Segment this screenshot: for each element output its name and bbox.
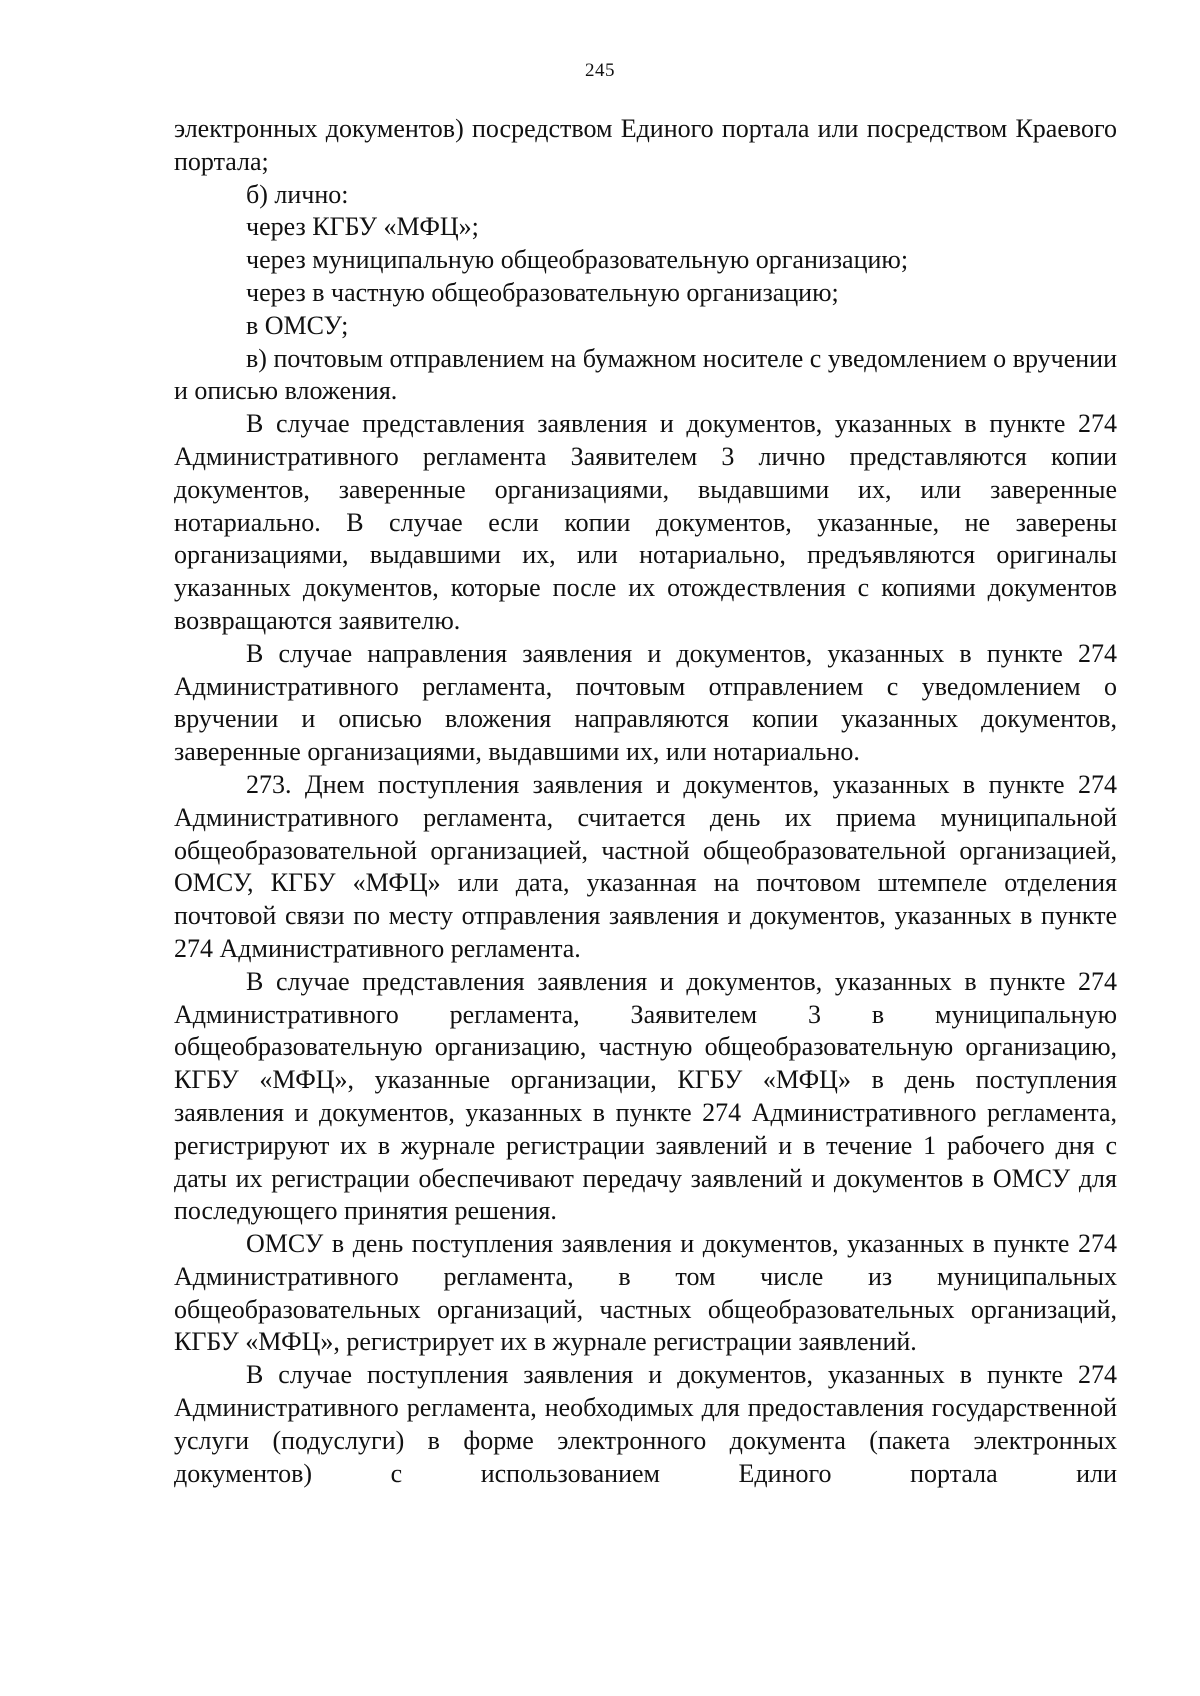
paragraph-postal-copies: В случае направления заявления и документов, указанных в пункте 274 Административного регламента, почтовым отправлением с уведомлением о вручении и описью вложения направляются копии указанных документов, заверенные организациями, выдавшими их, или нотариально. bbox=[174, 638, 1117, 767]
paragraph-postal: в) почтовым отправлением на бумажном носителе с уведомлением о вручении и описью вложения. bbox=[174, 343, 1117, 406]
paragraph-in-person-copies: В случае представления заявления и документов, указанных в пункте 274 Административного регламента Заявителем 3 лично представляются копии документов, заверенные организациями, выдавшими их, или заверенные нотариально. В случае если копии документов, указанные, не заверены организациями, выдавшими их, или нотариально, предъявляются оригиналы указанных документов, которые после их отождествления с копиями документов возвращаются заявителю. bbox=[174, 409, 1117, 635]
document-body bbox=[174, 113, 1117, 1490]
paragraph-continuation: электронных документов) посредством Единого портала или посредством Краевого портала; bbox=[174, 114, 1117, 176]
paragraph-omsu-registration: ОМСУ в день поступления заявления и документов, указанных в пункте 274 Административного регламента, в том числе из муниципальных общеобразовательных организаций, частных общеобразовательных организаций, КГБУ «МФЦ», регистрирует их в журнале регистрации заявлений. bbox=[174, 1229, 1117, 1357]
list-item-omsu: в ОМСУ; bbox=[246, 310, 349, 340]
list-item-mfc: через КГБУ «МФЦ»; bbox=[246, 212, 479, 242]
page-number: 245 bbox=[585, 60, 615, 81]
list-item-in-person: б) лично: bbox=[246, 179, 349, 209]
list-item-private-school: через в частную общеобразовательную организацию; bbox=[246, 277, 839, 307]
paragraph-273: 273. Днем поступления заявления и документов, указанных в пункте 274 Административного регламента, считается день их приема муниципальной общеобразовательной организацией, частной общеобразовательной организацией, ОМСУ, КГБУ «МФЦ» или дата, указанная на почтовом штемпеле отделения почтовой связи по месту отправления заявления и документов, указанных в пункте 274 Административного регламента. bbox=[174, 769, 1117, 963]
list-item-municipal-school: через муниципальную общеобразовательную организацию; bbox=[246, 245, 909, 275]
paragraph-registration-organizations: В случае представления заявления и документов, указанных в пункте 274 Административного регламента, Заявителем 3 в муниципальную общеобразовательную организацию, частную общеобразовательную организацию, КГБУ «МФЦ», указанные организации, КГБУ «МФЦ» в день поступления заявления и документов, указанных в пункте 274 Административного регламента, регистрируют их в журнале регистрации заявлений и в течение 1 рабочего дня с даты их регистрации обеспечивают передачу заявлений и документов в ОМСУ для последующего принятия решения. bbox=[174, 966, 1117, 1226]
paragraph-electronic-submission: В случае поступления заявления и документов, указанных в пункте 274 Административного регламента, необходимых для предоставления государственной услуги (подуслуги) в форме электронного документа (пакета электронных документов) с использованием Единого портала или bbox=[174, 1360, 1117, 1488]
